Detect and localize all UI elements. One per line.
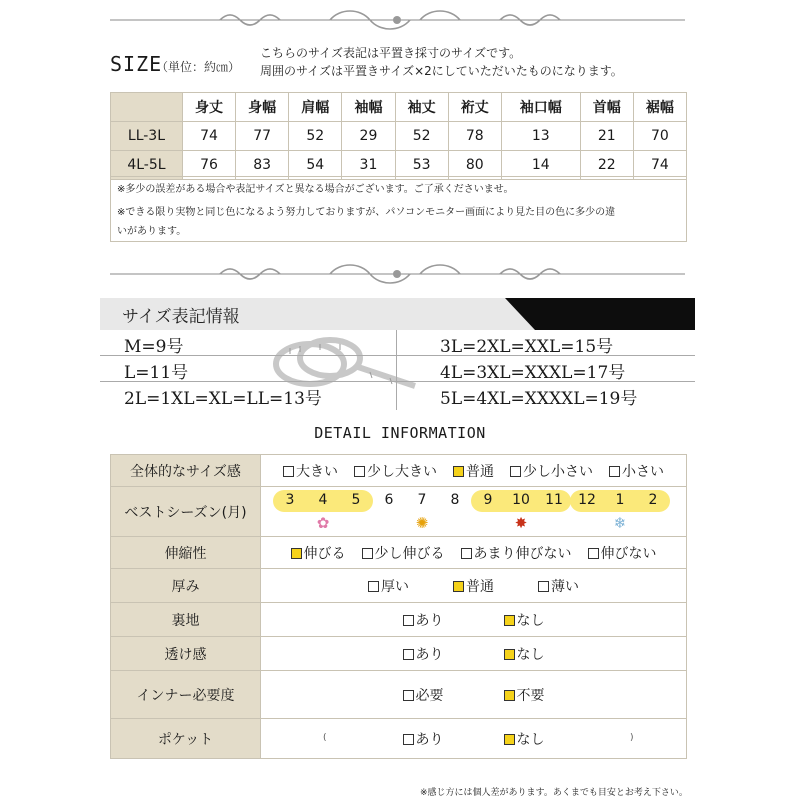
size-cell: 70 bbox=[633, 122, 686, 151]
option-label: なし bbox=[516, 646, 545, 663]
checkbox-icon bbox=[403, 690, 414, 701]
detail-label: ポケット bbox=[111, 719, 261, 759]
month-label: 4 bbox=[318, 491, 328, 508]
option-label: 伸びる bbox=[303, 545, 346, 562]
size-cell: 77 bbox=[236, 122, 289, 151]
option bbox=[504, 685, 545, 705]
option-label: 大きい bbox=[296, 463, 338, 480]
month-label: 11 bbox=[545, 491, 563, 508]
checkbox-icon bbox=[403, 649, 414, 660]
list-item bbox=[100, 382, 695, 408]
col-header: 袖丈 bbox=[395, 93, 448, 122]
size-cell: 83 bbox=[236, 151, 289, 180]
detail-options bbox=[261, 455, 687, 487]
month-label: 1 bbox=[615, 491, 625, 508]
option bbox=[403, 610, 444, 630]
size-cell: 53 bbox=[395, 151, 448, 180]
middle-ornament bbox=[100, 260, 695, 288]
checked-box-icon bbox=[504, 649, 515, 660]
detail-options bbox=[261, 537, 687, 569]
option bbox=[283, 461, 338, 481]
option-label: 普通 bbox=[466, 578, 494, 595]
size-info-bar-accent bbox=[505, 298, 695, 330]
option-label: 不要 bbox=[516, 687, 545, 704]
option-label: なし bbox=[516, 731, 545, 748]
option-label: あまり伸びない bbox=[473, 545, 572, 562]
top-ornament bbox=[100, 6, 695, 34]
col-header: 裾幅 bbox=[633, 93, 686, 122]
detail-label: 厚み bbox=[111, 569, 261, 603]
size-table bbox=[110, 92, 687, 180]
checkbox-icon bbox=[538, 581, 549, 592]
option bbox=[510, 461, 593, 481]
checked-box-icon bbox=[504, 615, 515, 626]
option-label: 小さい bbox=[622, 463, 664, 480]
option bbox=[291, 543, 346, 563]
detail-options bbox=[261, 569, 687, 603]
size-note-line: こちらのサイズ表記は平置き採寸のサイズです。 bbox=[260, 46, 522, 60]
detail-options bbox=[261, 603, 687, 637]
size-equiv: M=9号 bbox=[124, 337, 184, 357]
checkbox-icon bbox=[354, 466, 365, 477]
detail-label: 全体的なサイズ感 bbox=[111, 455, 261, 487]
checkbox-icon bbox=[588, 548, 599, 559]
option-label: 伸びない bbox=[600, 545, 657, 562]
checked-box-icon bbox=[504, 690, 515, 701]
sakura-icon: ✿ bbox=[316, 513, 330, 532]
option bbox=[403, 685, 444, 705]
option bbox=[538, 576, 579, 596]
detail-title: DETAIL INFORMATION bbox=[314, 424, 486, 442]
caution-text: ※できる限り実物と同じ色になるよう努力しておりますが、パソコンモニター画面により見た目の色に多少の違 bbox=[117, 207, 616, 218]
size-cell: 74 bbox=[182, 122, 235, 151]
month-label: 2 bbox=[648, 491, 658, 508]
option bbox=[362, 543, 445, 563]
option-label: なし bbox=[516, 612, 545, 629]
option bbox=[453, 576, 494, 596]
checkbox-icon bbox=[403, 734, 414, 745]
option bbox=[354, 461, 437, 481]
bracket-mark: ( bbox=[323, 733, 327, 743]
option-label: あり bbox=[415, 612, 444, 629]
col-header: 身丈 bbox=[182, 93, 235, 122]
checked-box-icon bbox=[453, 466, 464, 477]
month-label: 8 bbox=[450, 491, 460, 508]
season-chart bbox=[261, 488, 686, 536]
table-row bbox=[111, 637, 687, 671]
checkbox-icon bbox=[368, 581, 379, 592]
col-header: 袖口幅 bbox=[501, 93, 580, 122]
option-label: 少し伸びる bbox=[374, 545, 445, 562]
table-row bbox=[111, 603, 687, 637]
size-cell: 52 bbox=[395, 122, 448, 151]
month-label: 9 bbox=[483, 491, 493, 508]
size-cell: 78 bbox=[448, 122, 501, 151]
size-cell: 21 bbox=[580, 122, 633, 151]
detail-label: インナー必要度 bbox=[111, 671, 261, 719]
checkbox-icon bbox=[403, 615, 414, 626]
month-label: 7 bbox=[417, 491, 427, 508]
checkbox-icon bbox=[283, 466, 294, 477]
col-header: 肩幅 bbox=[289, 93, 342, 122]
option bbox=[504, 729, 545, 749]
detail-label: 裏地 bbox=[111, 603, 261, 637]
bracket-mark: ) bbox=[630, 733, 634, 743]
size-note-line: 周囲のサイズは平置きサイズ×2にしていただいたものになります。 bbox=[260, 64, 623, 78]
size-cell: 22 bbox=[580, 151, 633, 180]
size-equiv: 5L=4XL=XXXXL=19号 bbox=[440, 389, 638, 409]
table-row bbox=[111, 122, 687, 151]
month-label: 6 bbox=[384, 491, 394, 508]
table-row bbox=[111, 455, 687, 487]
caution-text: いがあります。 bbox=[117, 226, 187, 237]
checked-box-icon bbox=[453, 581, 464, 592]
size-note bbox=[260, 44, 623, 80]
size-cell: 74 bbox=[633, 151, 686, 180]
size-info-rows bbox=[100, 330, 695, 408]
option bbox=[403, 644, 444, 664]
size-cell: 80 bbox=[448, 151, 501, 180]
checkbox-icon bbox=[461, 548, 472, 559]
size-table-corner bbox=[111, 93, 183, 122]
size-equiv: 2L=1XL=XL=LL=13号 bbox=[124, 389, 322, 409]
option bbox=[504, 610, 545, 630]
size-cell: 76 bbox=[182, 151, 235, 180]
detail-label: 伸縮性 bbox=[111, 537, 261, 569]
row-label: LL-3L bbox=[111, 122, 183, 151]
detail-label: 透け感 bbox=[111, 637, 261, 671]
season-cell bbox=[261, 487, 687, 537]
option-label: 厚い bbox=[381, 578, 409, 595]
list-item bbox=[100, 330, 695, 356]
col-header: 身幅 bbox=[236, 93, 289, 122]
size-cell: 31 bbox=[342, 151, 395, 180]
size-cell: 54 bbox=[289, 151, 342, 180]
checkbox-icon bbox=[510, 466, 521, 477]
col-header: 裄丈 bbox=[448, 93, 501, 122]
detail-table bbox=[110, 454, 687, 759]
checkbox-icon bbox=[362, 548, 373, 559]
detail-label: ベストシーズン(月) bbox=[111, 487, 261, 537]
table-row bbox=[111, 569, 687, 603]
option-label: 薄い bbox=[551, 578, 579, 595]
table-row bbox=[111, 671, 687, 719]
checked-box-icon bbox=[504, 734, 515, 745]
size-info bbox=[100, 298, 695, 410]
table-row bbox=[111, 537, 687, 569]
size-notes bbox=[110, 176, 687, 242]
size-cell: 29 bbox=[342, 122, 395, 151]
option bbox=[461, 543, 572, 563]
size-unit: （単位：約㎝） bbox=[156, 60, 241, 74]
size-info-title: サイズ表記情報 bbox=[122, 307, 240, 327]
option bbox=[504, 644, 545, 664]
maple-leaf-icon: ✸ bbox=[514, 513, 528, 532]
option bbox=[588, 543, 657, 563]
size-title: SIZE bbox=[110, 52, 163, 76]
month-label: 10 bbox=[512, 491, 530, 508]
size-equiv: 3L=2XL=XXL=15号 bbox=[440, 337, 614, 357]
col-header: 首幅 bbox=[580, 93, 633, 122]
option-label: あり bbox=[415, 646, 444, 663]
size-equiv: 4L=3XL=XXXL=17号 bbox=[440, 363, 626, 383]
footnote: ※感じ方には個人差があります。あくまでも目安とお考え下さい。 bbox=[420, 788, 688, 798]
col-header: 袖幅 bbox=[342, 93, 395, 122]
size-table-header-row bbox=[111, 93, 687, 122]
option bbox=[403, 729, 444, 749]
table-row bbox=[111, 487, 687, 537]
option-label: 少し大きい bbox=[367, 463, 437, 480]
option bbox=[609, 461, 664, 481]
option-label: 必要 bbox=[415, 687, 444, 704]
size-equiv: L=11号 bbox=[124, 363, 189, 383]
size-cell: 13 bbox=[501, 122, 580, 151]
detail-options bbox=[261, 671, 687, 719]
list-item bbox=[100, 356, 695, 382]
checkbox-icon bbox=[609, 466, 620, 477]
checked-box-icon bbox=[291, 548, 302, 559]
option bbox=[453, 461, 494, 481]
size-cell: 14 bbox=[501, 151, 580, 180]
month-label: 12 bbox=[578, 491, 596, 508]
size-header bbox=[110, 44, 710, 84]
caution-text: ※多少の誤差がある場合や表記サイズと異なる場合がございます。ご了承くださいませ。 bbox=[117, 184, 514, 195]
table-row bbox=[111, 719, 687, 759]
option-label: あり bbox=[415, 731, 444, 748]
row-label: 4L-5L bbox=[111, 151, 183, 180]
option-label: 少し小さい bbox=[523, 463, 593, 480]
size-cell: 52 bbox=[289, 122, 342, 151]
month-label: 3 bbox=[285, 491, 295, 508]
month-label: 5 bbox=[351, 491, 361, 508]
sunflower-icon: ✺ bbox=[415, 513, 429, 532]
option-label: 普通 bbox=[466, 463, 494, 480]
option bbox=[368, 576, 409, 596]
snowflake-icon: ❄ bbox=[613, 513, 627, 532]
detail-options bbox=[261, 637, 687, 671]
